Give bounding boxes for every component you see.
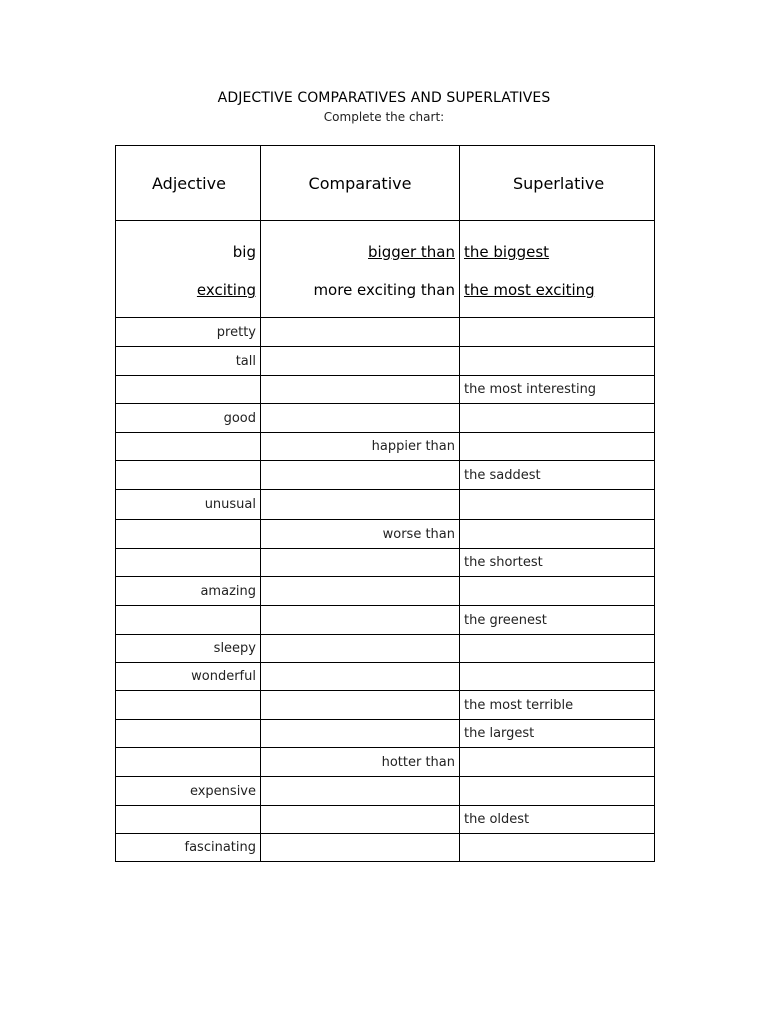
comparative-cell[interactable]	[261, 777, 460, 806]
adjective-cell[interactable]	[116, 461, 261, 490]
table-row	[116, 663, 655, 691]
comparative-cell: worse than	[261, 520, 460, 549]
superlative-cell[interactable]	[460, 404, 655, 433]
table-row	[116, 490, 655, 520]
superlative-cell: the largest	[460, 720, 655, 748]
table-row	[116, 720, 655, 748]
table-row	[116, 577, 655, 606]
adjective-cell: wonderful	[116, 663, 261, 691]
example-comparative-cell	[261, 221, 460, 318]
example-superlative-2: the most exciting	[464, 281, 595, 299]
superlative-cell[interactable]	[460, 834, 655, 862]
adjective-cell[interactable]	[116, 376, 261, 404]
adjective-cell: fascinating	[116, 834, 261, 862]
comparative-cell[interactable]	[261, 376, 460, 404]
comparative-cell[interactable]	[261, 318, 460, 347]
table-row	[116, 347, 655, 376]
document-title: ADJECTIVE COMPARATIVES AND SUPERLATIVES	[217, 90, 551, 106]
superlative-cell[interactable]	[460, 577, 655, 606]
superlative-cell[interactable]	[460, 318, 655, 347]
comparative-cell: hotter than	[261, 748, 460, 777]
superlative-cell[interactable]	[460, 635, 655, 663]
comparative-cell[interactable]	[261, 606, 460, 635]
superlative-cell[interactable]	[460, 347, 655, 376]
comparative-cell[interactable]	[261, 806, 460, 834]
adjective-cell: good	[116, 404, 261, 433]
example-comparative-1: bigger than	[368, 243, 455, 261]
comparative-cell[interactable]	[261, 461, 460, 490]
table-row	[116, 404, 655, 433]
adjective-cell[interactable]	[116, 691, 261, 720]
comparison-chart	[115, 145, 655, 862]
comparative-cell[interactable]	[261, 635, 460, 663]
adjective-cell[interactable]	[116, 606, 261, 635]
table-row	[116, 520, 655, 549]
table-row	[116, 318, 655, 347]
table-row	[116, 748, 655, 777]
example-superlative-1: the biggest	[464, 243, 550, 261]
table-row	[116, 549, 655, 577]
superlative-cell: the most interesting	[460, 376, 655, 404]
example-adjective-2: exciting	[196, 281, 256, 299]
superlative-cell: the saddest	[460, 461, 655, 490]
adjective-cell[interactable]	[116, 720, 261, 748]
table-row	[116, 606, 655, 635]
example-superlative-cell	[460, 221, 655, 318]
superlative-cell[interactable]	[460, 663, 655, 691]
table-row	[116, 635, 655, 663]
table-row	[116, 433, 655, 461]
comparative-cell[interactable]	[261, 347, 460, 376]
adjective-cell[interactable]	[116, 433, 261, 461]
adjective-cell: expensive	[116, 777, 261, 806]
table-row	[116, 461, 655, 490]
comparative-cell[interactable]	[261, 834, 460, 862]
superlative-cell[interactable]	[460, 520, 655, 549]
example-row	[116, 221, 655, 318]
example-adjective-1: big	[232, 243, 256, 261]
example-comparative-2: more exciting than	[313, 281, 455, 299]
adjective-cell[interactable]	[116, 748, 261, 777]
example-adjective-cell	[116, 221, 261, 318]
superlative-cell: the greenest	[460, 606, 655, 635]
superlative-cell[interactable]	[460, 777, 655, 806]
chart-header-row	[116, 146, 655, 221]
header-superlative: Superlative	[460, 146, 655, 221]
superlative-cell[interactable]	[460, 490, 655, 520]
superlative-cell: the shortest	[460, 549, 655, 577]
table-row	[116, 806, 655, 834]
superlative-cell[interactable]	[460, 748, 655, 777]
adjective-cell[interactable]	[116, 549, 261, 577]
adjective-cell: amazing	[116, 577, 261, 606]
comparative-cell[interactable]	[261, 549, 460, 577]
header-comparative: Comparative	[261, 146, 460, 221]
comparative-cell[interactable]	[261, 691, 460, 720]
adjective-cell: pretty	[116, 318, 261, 347]
superlative-cell: the most terrible	[460, 691, 655, 720]
comparative-cell[interactable]	[261, 490, 460, 520]
comparative-cell[interactable]	[261, 720, 460, 748]
comparative-cell[interactable]	[261, 663, 460, 691]
comparative-cell[interactable]	[261, 577, 460, 606]
table-row	[116, 691, 655, 720]
adjective-cell: tall	[116, 347, 261, 376]
adjective-cell: sleepy	[116, 635, 261, 663]
header-adjective: Adjective	[116, 146, 261, 221]
adjective-cell[interactable]	[116, 520, 261, 549]
document-subtitle: Complete the chart:	[323, 110, 445, 124]
superlative-cell: the oldest	[460, 806, 655, 834]
adjective-cell: unusual	[116, 490, 261, 520]
table-row	[116, 777, 655, 806]
table-row	[116, 834, 655, 862]
comparative-cell: happier than	[261, 433, 460, 461]
table-row	[116, 376, 655, 404]
comparative-cell[interactable]	[261, 404, 460, 433]
adjective-cell[interactable]	[116, 806, 261, 834]
superlative-cell[interactable]	[460, 433, 655, 461]
